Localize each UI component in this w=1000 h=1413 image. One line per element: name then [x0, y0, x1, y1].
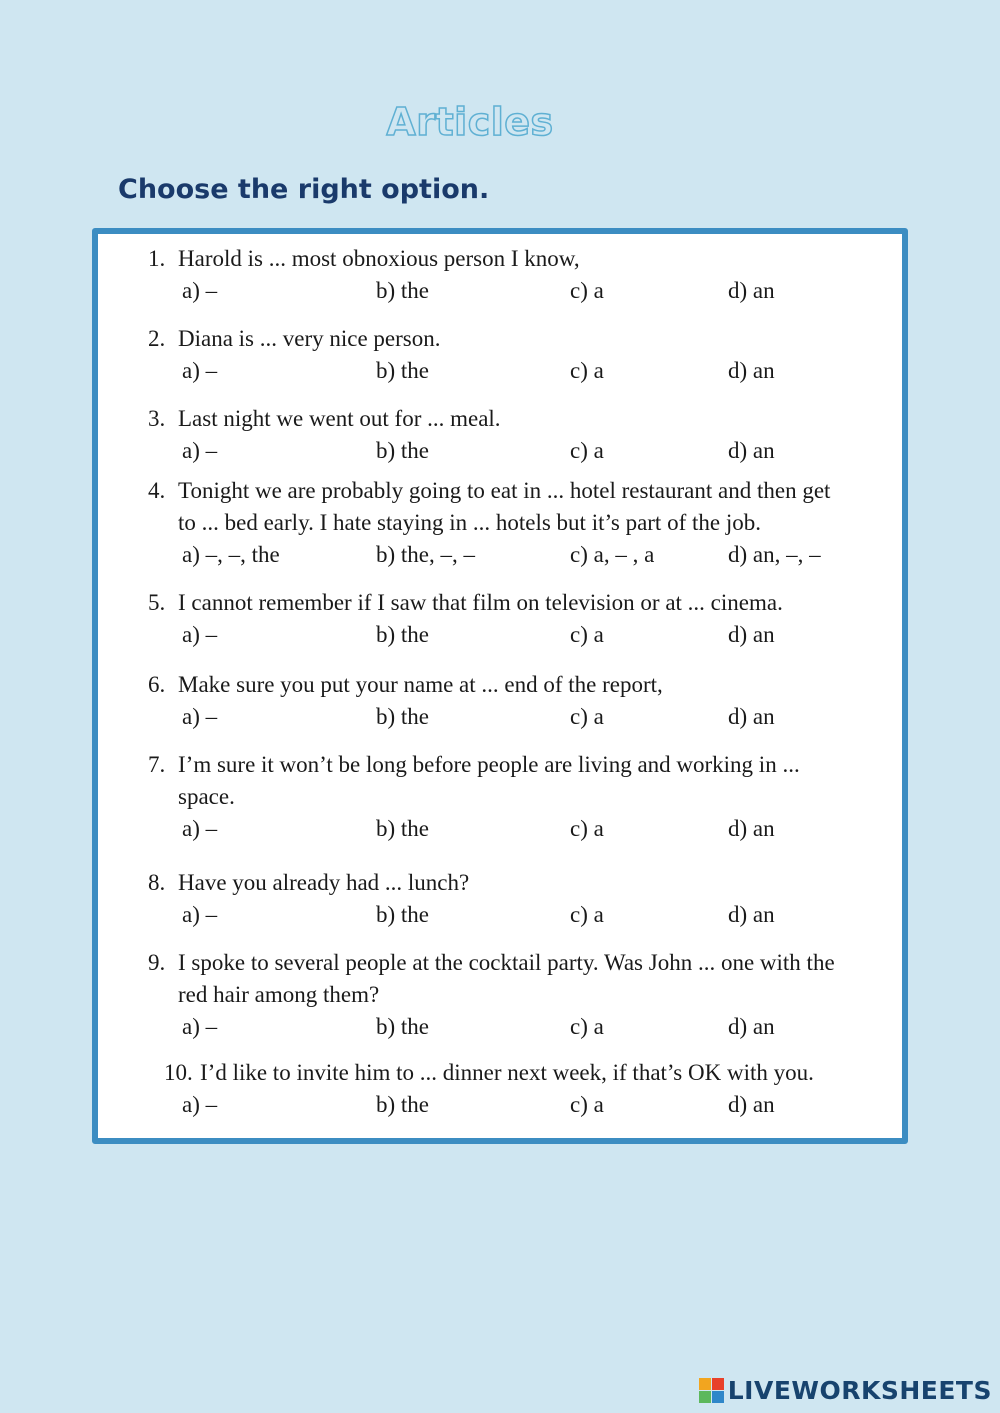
logo-text: LIVEWORKSHEETS: [727, 1376, 992, 1405]
question-number: 10.: [164, 1060, 193, 1085]
question-text: Have you already had ... lunch?: [178, 870, 470, 895]
option-c[interactable]: c) a: [570, 358, 604, 383]
liveworksheets-logo: [699, 1376, 992, 1405]
option-b[interactable]: b) the: [376, 278, 430, 303]
question-text: Make sure you put your name at ... end of the report,: [178, 672, 663, 697]
option-a[interactable]: a) –: [182, 1014, 218, 1039]
option-d[interactable]: d) an: [728, 358, 775, 383]
option-b[interactable]: b) the, –, –: [376, 542, 476, 567]
question-text: I cannot remember if I saw that film on television or at ... cinema.: [178, 590, 783, 615]
question-number: 7.: [148, 752, 166, 777]
option-d[interactable]: d) an: [728, 278, 775, 303]
option-d[interactable]: d) an: [728, 816, 775, 841]
questions-box: [92, 228, 908, 1144]
option-a[interactable]: a) –: [182, 1092, 218, 1117]
option-a[interactable]: a) –: [182, 358, 218, 383]
option-c[interactable]: c) a, – , a: [570, 542, 655, 567]
question-text: red hair among them?: [178, 982, 380, 1007]
option-c[interactable]: c) a: [570, 278, 604, 303]
option-c[interactable]: c) a: [570, 902, 604, 927]
instruction: Choose the right option.: [118, 174, 490, 205]
option-b[interactable]: b) the: [376, 1014, 430, 1039]
question-text: I’m sure it won’t be long before people are living and working in ...: [178, 752, 800, 777]
option-c[interactable]: c) a: [570, 704, 604, 729]
question-text: Harold is ... most obnoxious person I know,: [178, 246, 580, 271]
question-number: 4.: [148, 478, 166, 503]
option-d[interactable]: d) an: [728, 622, 775, 647]
question-number: 5.: [148, 590, 166, 615]
option-c[interactable]: c) a: [570, 622, 604, 647]
question-text: I’d like to invite him to ... dinner next week, if that’s OK with you.: [200, 1060, 814, 1085]
option-c[interactable]: c) a: [570, 1092, 604, 1117]
option-b[interactable]: b) the: [376, 1092, 430, 1117]
option-d[interactable]: d) an: [728, 704, 775, 729]
option-a[interactable]: a) –: [182, 816, 218, 841]
option-a[interactable]: a) –: [182, 438, 218, 463]
option-b[interactable]: b) the: [376, 816, 430, 841]
option-a[interactable]: a) –: [182, 622, 218, 647]
question-number: 3.: [148, 406, 166, 431]
question-number: 9.: [148, 950, 166, 975]
option-a[interactable]: a) –: [182, 902, 218, 927]
option-b[interactable]: b) the: [376, 902, 430, 927]
page-title: Articles: [386, 100, 554, 144]
question-number: 2.: [148, 326, 166, 351]
logo-mark-icon: [699, 1378, 724, 1403]
option-c[interactable]: c) a: [570, 438, 604, 463]
question-text: I spoke to several people at the cocktail party. Was John ... one with the: [178, 950, 835, 975]
option-a[interactable]: a) –, –, the: [182, 542, 280, 567]
option-c[interactable]: c) a: [570, 1014, 604, 1039]
question-text: Tonight we are probably going to eat in ... hotel restaurant and then get: [178, 478, 831, 503]
option-a[interactable]: a) –: [182, 704, 218, 729]
option-d[interactable]: d) an: [728, 1014, 775, 1039]
option-d[interactable]: d) an, –, –: [728, 542, 821, 567]
question-text: Diana is ... very nice person.: [178, 326, 441, 351]
option-b[interactable]: b) the: [376, 438, 430, 463]
question-number: 6.: [148, 672, 166, 697]
option-d[interactable]: d) an: [728, 1092, 775, 1117]
option-c[interactable]: c) a: [570, 816, 604, 841]
option-d[interactable]: d) an: [728, 902, 775, 927]
option-b[interactable]: b) the: [376, 704, 430, 729]
option-b[interactable]: b) the: [376, 622, 430, 647]
option-a[interactable]: a) –: [182, 278, 218, 303]
question-text: to ... bed early. I hate staying in ... hotels but it’s part of the job.: [178, 510, 761, 535]
question-number: 1.: [148, 246, 166, 271]
option-b[interactable]: b) the: [376, 358, 430, 383]
question-text: Last night we went out for ... meal.: [178, 406, 501, 431]
question-text: space.: [178, 784, 235, 809]
question-number: 8.: [148, 870, 166, 895]
option-d[interactable]: d) an: [728, 438, 775, 463]
